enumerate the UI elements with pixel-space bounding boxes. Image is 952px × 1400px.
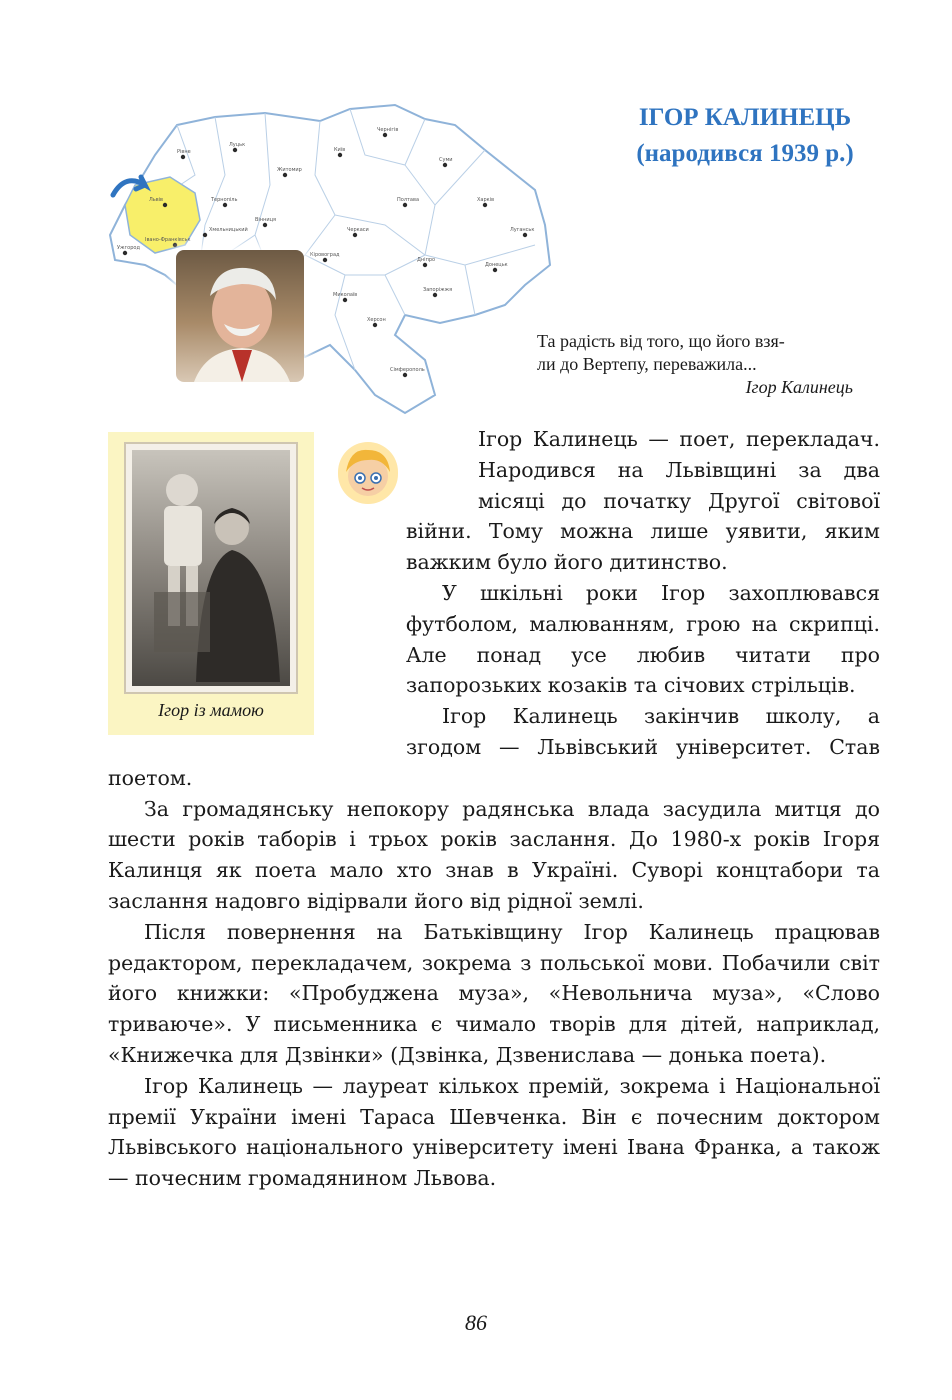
svg-text:Тернопіль: Тернопіль	[211, 197, 238, 203]
svg-text:Івано-Франківськ: Івано-Франківськ	[145, 237, 191, 243]
svg-text:Хмельницький: Хмельницький	[209, 227, 248, 233]
float-spacer	[108, 424, 406, 757]
svg-text:Луцьк: Луцьк	[229, 142, 246, 148]
epigraph-author: Ігор Калинець	[745, 377, 853, 397]
svg-text:Миколаїв: Миколаїв	[333, 292, 358, 298]
svg-text:Кіровоград: Кіровоград	[310, 252, 340, 258]
author-name: ІГОР КАЛИНЕЦЬ	[638, 104, 852, 131]
svg-text:Київ: Київ	[334, 147, 346, 153]
svg-text:Запоріжжя: Запоріжжя	[423, 287, 453, 293]
mascot-spacer	[406, 424, 478, 508]
paragraph-text: Ігор Калинець — поет, перекладач. Народився на Львівщині за два місяці до початку Другої світової війни. Тому можна лише уявити, яким важким було його дитинство.	[406, 427, 880, 575]
svg-text:Луганськ: Луганськ	[510, 227, 535, 233]
svg-text:Черкаси: Черкаси	[347, 227, 369, 233]
paragraph: Ігор Калинець закінчив школу, а згодом — Львівський університет. Став поетом.	[108, 704, 880, 790]
epigraph-line: ли до Вертепу, переважила...	[537, 354, 757, 374]
paragraph: Ігор Калинець — лауреат кількох премій, зокрема і Національної премії України імені Тараса Шевченка. Він є почесним доктором Львівського національного університету імені Івана Франка, а також — почесним громадянином Львова.	[108, 1073, 880, 1191]
svg-text:Харків: Харків	[477, 197, 495, 203]
svg-text:Полтава: Полтава	[397, 197, 420, 203]
epigraph	[537, 330, 867, 399]
paragraph: Після повернення на Батьківщину Ігор Калинець працював редактором, перекладачем, зокрема з польської мови. Побачили світ його книжки: «Пробуджена муза», «Невольнича муза», «Слово триваюче». У письменника є чимало творів для дітей, наприклад, «Книжечка для Дзвінки» (Дзвінка, Дзвенислава — донька поета).	[108, 919, 880, 1067]
photo-caption: Ігор із мамою	[158, 700, 264, 720]
author-years: (народився 1939 р.)	[636, 140, 854, 167]
svg-text:Рівне: Рівне	[177, 149, 191, 155]
paragraph: У шкільні роки Ігор захоплювався футболом, малюванням, грою на скрипці. Але понад усе любив читати про запорозьких козаків та січових стрільців.	[406, 580, 880, 698]
svg-text:Вінниця: Вінниця	[255, 217, 277, 223]
svg-text:Львів: Львів	[149, 197, 163, 203]
author-portrait	[176, 250, 304, 382]
svg-text:Чернігів: Чернігів	[377, 127, 399, 133]
author-title	[600, 100, 890, 172]
paragraph: За громадянську непокору радянська влада засудила митця до шести років таборів і трьох років заслання. До 1980-х років Ігоря Калинця як поета мало хто знав в Україні. Суворі концтабори та заслання надовго відірвали його від рідної землі.	[108, 796, 880, 913]
page-number: 86	[465, 1310, 487, 1335]
svg-text:Ужгород: Ужгород	[117, 245, 140, 251]
article-body	[108, 424, 880, 1194]
svg-text:Донецьк: Донецьк	[485, 262, 508, 268]
svg-text:Сімферополь: Сімферополь	[390, 367, 425, 373]
svg-text:Дніпро: Дніпро	[417, 257, 436, 263]
svg-text:Суми: Суми	[439, 157, 453, 163]
portrait-image	[176, 250, 304, 382]
epigraph-line: Та радість від того, що його взя-	[537, 331, 785, 351]
svg-text:Херсон: Херсон	[367, 317, 386, 323]
svg-text:Житомир: Житомир	[277, 167, 302, 173]
ukraine-map	[105, 95, 555, 420]
